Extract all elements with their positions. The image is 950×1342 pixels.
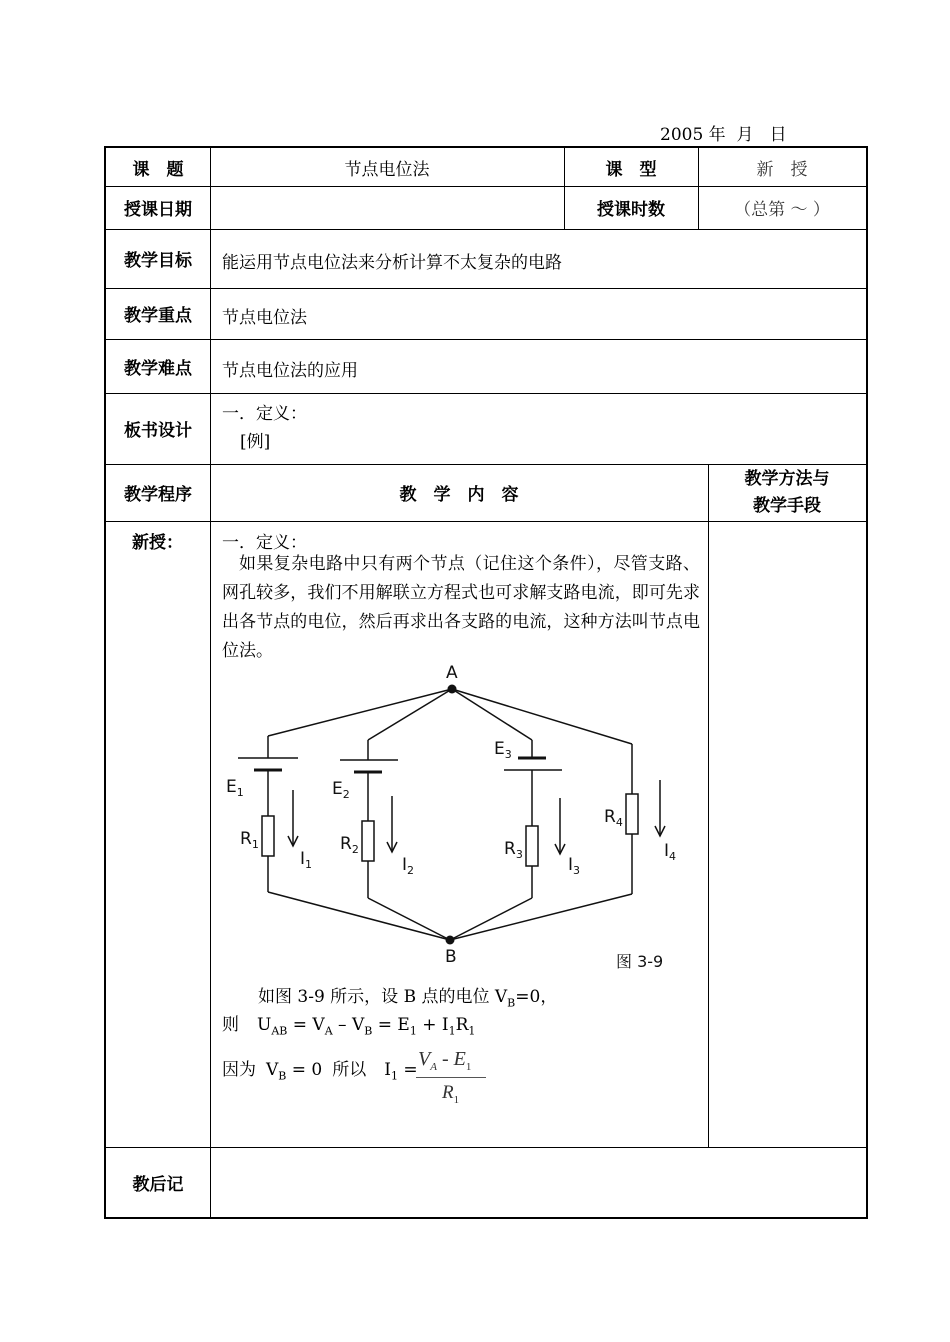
section-title: 一．定义： [222, 533, 307, 553]
label-i1: $I_1$ [300, 849, 313, 871]
objective-value: 能运用节点电位法来分析计算不太复杂的电路 [222, 253, 562, 273]
current-arrow-i4 [655, 780, 665, 836]
wire [268, 892, 450, 940]
date-value [210, 186, 564, 229]
row-divider [106, 1147, 866, 1148]
resistor-r2 [362, 821, 374, 861]
keypoint-value: 节点电位法 [222, 308, 307, 328]
board-line-1: 一．定义： [222, 404, 307, 424]
node-b-label: B [445, 947, 457, 967]
current-arrow-i3 [555, 798, 565, 854]
topic-value: 节点电位法 [344, 159, 430, 180]
label-i2: $I_2$ [402, 855, 415, 877]
wire [452, 689, 632, 744]
label-r4: $R_4$ [604, 807, 623, 829]
resistor-r1 [262, 816, 274, 856]
column-divider [210, 148, 211, 1217]
label-r1: $R_1$ [240, 829, 259, 851]
difficulty-value: 节点电位法的应用 [222, 361, 358, 381]
equation-line-3: 因为 $V_B = 0$ 所以 $I_1$ = [222, 1060, 418, 1083]
equation-line-1: 如图 3-9 所示，设 B 点的电位 $V_B=0$， [258, 987, 558, 1010]
row-divider [106, 521, 866, 522]
content-header: 教 学 内 容 [399, 485, 519, 505]
current-arrow-i1 [288, 790, 298, 846]
wire [450, 894, 632, 940]
type-value: 新 授 [756, 159, 808, 180]
label-e2: $E_2$ [332, 779, 350, 801]
difficulty-label: 教学难点 [124, 358, 192, 379]
new-lesson-label: 新授： [132, 533, 183, 553]
definition-paragraph: 如果复杂电路中只有两个节点（记住这个条件），尽管支路、网孔较多，我们不用解联立方程式也可求解支路电流，即可先求出各节点的电位，然后再求出各支路的电流，这种方法叫节点电位法。 [222, 554, 700, 661]
fraction-denominator: $R_1$ [442, 1082, 460, 1106]
board-label: 板书设计 [124, 421, 192, 441]
equation-line-2: 则 $U_{AB} = V_A - V_B = E_1 + I_1R_1$ [222, 1015, 476, 1038]
label-r2: $R_2$ [340, 834, 359, 856]
hours-label: 授课时数 [597, 200, 665, 220]
figure-label: 图 3-9 [616, 952, 664, 971]
method-header-line-2: 教学手段 [753, 495, 821, 516]
method-header-line-1: 教学方法与 [744, 468, 830, 489]
lesson-plan-table [104, 146, 868, 1219]
method-header [708, 464, 866, 521]
node-a-label: A [446, 663, 458, 683]
label-i4: $I_4$ [664, 841, 677, 863]
node-a-dot [448, 685, 457, 694]
node-b-dot [446, 936, 455, 945]
wire [368, 898, 450, 940]
wire [368, 689, 452, 740]
row-divider [106, 288, 866, 289]
label-e1: $E_1$ [226, 777, 244, 799]
wire [268, 689, 452, 736]
row-divider [106, 339, 866, 340]
objective-label: 教学目标 [124, 251, 192, 271]
wire [450, 898, 532, 940]
row-divider [106, 229, 866, 230]
label-i3: $I_3$ [568, 855, 581, 877]
resistor-r3 [526, 826, 538, 866]
resistor-r4 [626, 794, 638, 834]
column-divider [708, 464, 709, 1147]
label-e3: $E_3$ [494, 739, 512, 761]
date-label: 授课日期 [124, 200, 192, 220]
current-arrow-i2 [387, 796, 397, 852]
procedure-label: 教学程序 [124, 485, 192, 505]
fraction-numerator: $V_A - E_1$ [418, 1048, 472, 1073]
circuit-diagram [216, 662, 696, 974]
board-line-2: [例] [240, 432, 271, 452]
type-label: 课 型 [605, 159, 657, 180]
fraction-bar [416, 1077, 486, 1078]
label-r3: $R_3$ [504, 839, 523, 861]
keypoint-label: 教学重点 [124, 306, 192, 326]
lesson-date: 2005 年 月 日 [660, 125, 787, 145]
hours-value: （总第 ～ ） [734, 200, 830, 220]
wire [452, 689, 532, 740]
after-class-label: 教后记 [132, 1174, 184, 1195]
row-divider [106, 393, 866, 394]
topic-label: 课 题 [132, 159, 184, 180]
